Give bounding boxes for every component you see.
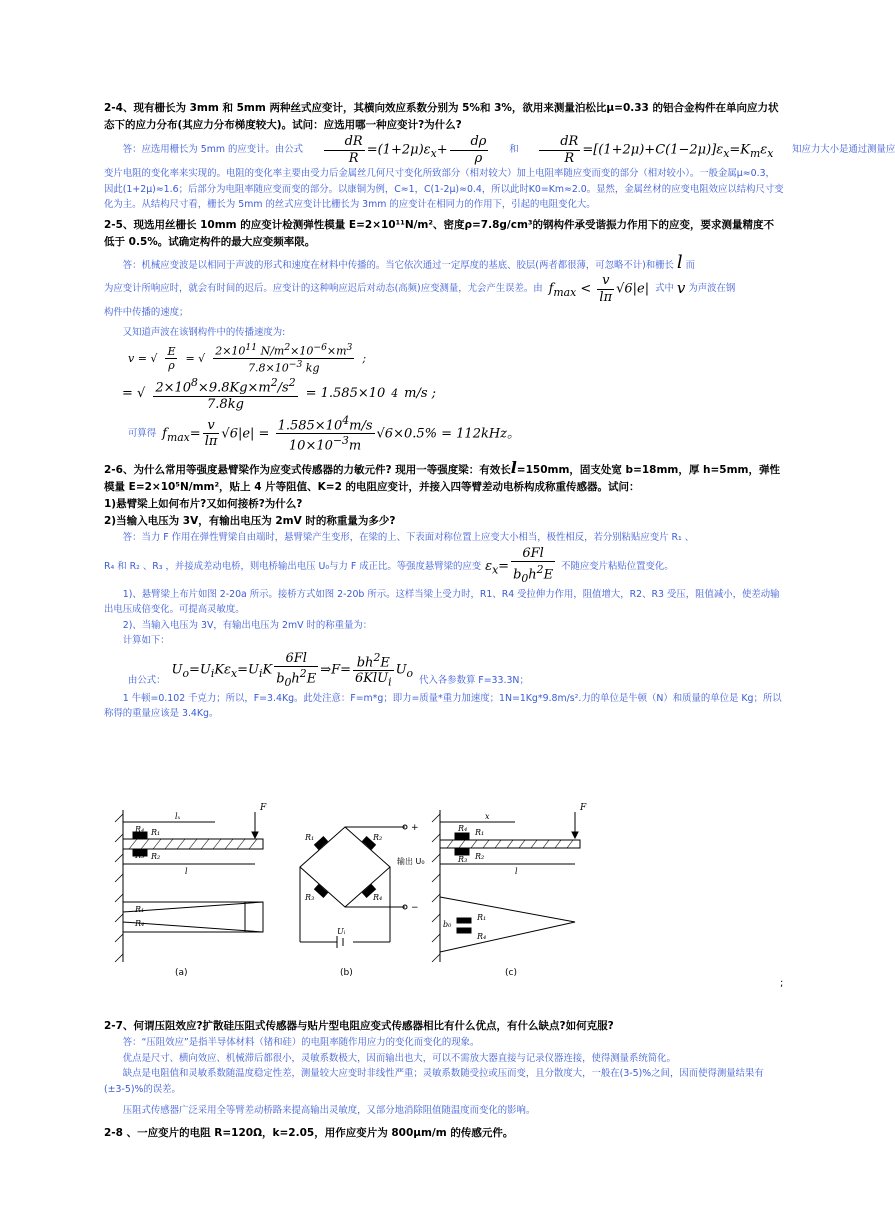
fig-a-r4-label: R₄: [135, 825, 145, 834]
figure-c-beam: [432, 810, 580, 962]
fig-c-r4-plan-label: R₄: [477, 932, 487, 941]
fig-b-input-label: Uᵢ: [337, 927, 346, 936]
fig-c-r1-label: R₁: [475, 828, 485, 837]
q25-ans4: 又知道声波在该钢构件中的传播速度为:: [122, 326, 286, 338]
q27-ans1: 答：“压阻效应”是指半导体材料（锗和硅）的电阻率随作用应力的变化而变化的现象。: [122, 1037, 480, 1048]
figure-trailing-semicolon: ;: [780, 978, 784, 989]
q25-ans2-end: 式中: [655, 283, 674, 295]
fig-a-r1-plan-label: R₁: [135, 905, 145, 914]
fig-label-b: (b): [340, 968, 353, 978]
q24-answer-line1: [104, 134, 895, 166]
q24-title: 2-4、现有栅长为 3mm 和 5mm 两种丝式应变计，其横向效应系数分别为 5%和 3%，欲用来测量泊松比μ=0.33 的铝合金构件在单向应力状态下的应力分布(其应力分布梯度较大)。试问：应选用哪一种应变计?为什么?: [104, 102, 779, 131]
fig-a-l-label: l: [185, 867, 188, 876]
figure-b-bridge: [300, 825, 407, 948]
fig-label-a: (a): [175, 968, 188, 978]
q26-ans3: 1)、悬臂梁上布片如图 2-20a 所示。接桥方式如图 2-20b 所示。这样当梁上受力时，R1、R4 受拉伸力作用，阻值增大，R2、R3 受压，阻值减小，使差动输出电压成倍变化。可提高灵敏度。: [104, 588, 780, 616]
fig-c-x-label: x: [485, 812, 490, 821]
q25-ans3: 构件中传播的速度；: [104, 307, 189, 318]
fig-b-r1-label: R₁: [305, 833, 315, 842]
q26-title-b: =150mm，固支处宽 b=18mm，厚 h=5mm，弹性模量 E=2×10⁵N/mm²，贴上 4 片等阻值、K=2 的电阻应变计，并接入四等臂差动电桥构成称重传感器。试问：: [104, 464, 780, 494]
q25-formula-result: $f_{max}=$ $\frac{v}{l\pi}$ √6|e| = $\frac{1.585\times 10^4m/s}{10\times 10^{-3}m}$ √6×0.5% = 112kHz。: [162, 413, 521, 454]
fig-a-r1-label: R₁: [151, 828, 161, 837]
q26-sub1: 1)悬臂梁上如何布片?又如何接桥?为什么?: [104, 498, 303, 511]
fig-b-r2-label: R₂: [373, 833, 383, 842]
q27-ans2: 优点是尺寸、横向效应、机械滞后都很小，灵敏系数极大，因而输出也大，可以不需放大器直接与记录仪器连接，使得测量系统简化。: [122, 1052, 676, 1064]
q25-formula-fmax: $f_{max}$ < $\frac{v}{l\pi}$ √6|e|: [548, 273, 650, 305]
q24-formula-1: $\frac{dR}{R}$ $=(1+2\mu)\varepsilon_x+$ $\frac{d\rho}{\rho}$: [303, 134, 490, 166]
q25-ans2: 为应变计所响应时，就会有时间的迟后。应变计的这种响应迟后对动态(高频)应变测量，尤会产生误差。由: [104, 283, 543, 295]
figure-2-20: [115, 802, 765, 982]
q25-ans1-end: 而: [685, 259, 695, 271]
q24-ans1: 答：应选用栅长为 5mm 的应变计。由公式: [122, 144, 303, 156]
fig-b-output-label: 输出 U₀: [397, 857, 425, 866]
q24-ans-mid1: 和: [509, 144, 519, 156]
q24-ans2: 变片电阻的变化率来实现的。电阻的变化率主要由受力后金属丝几何尺寸变化所致部分（相对较大）加上电阻率随应变而变的部分（相对较小）。一般金属μ≈0.3，因此(1+2μ)≈1.6；后部分为电阻率随应变而变的部分。以康铜为例，C≈1，C(1-2μ)≈0.4，所以此时K0=Km≈2.0。显然，金属丝材的应变电阻效应以结构尺寸变化为主。从结构尺寸看，栅长为 5mm 的丝式应变计比栅长为 3mm 的应变计在相同力的作用下，引起的电阻变化大。: [104, 168, 784, 210]
q25-answer-line2: [104, 273, 784, 305]
fig-c-b0-label: b₀: [443, 920, 452, 929]
fig-b-r4-label: R₄: [373, 893, 383, 902]
q26-ans2: R₄ 和 R₂ 、R₃ ，并接成差动电桥，则电桥输出电压 U₀与力 F 成正比。等强度悬臂梁的应变: [104, 560, 482, 572]
q25-title: 2-5、现选用丝栅长 10mm 的应变计检测弹性模量 E=2×10¹¹N/m²、密度ρ=7.8g/cm³的钢构件承受谐振力作用下的应变，要求测量精度不低于 0.5%。试确定构件的最大应变频率限。: [104, 218, 775, 248]
document-page-lower: [104, 1018, 784, 1142]
q26-ans6: 由公式：: [128, 675, 166, 687]
fig-c-force-label: F: [580, 803, 587, 813]
fig-c-r2-label: R₂: [475, 852, 485, 861]
fig-c-r3-label: R₃: [458, 855, 468, 864]
fig-c-r4-label: R₄: [458, 824, 468, 833]
q26-formula-line: [128, 651, 784, 689]
q24-formula-2: $\frac{dR}{R}$ $=[(1+2\mu)+C(1-2\mu)]\varepsilon_x=K_m\varepsilon_x$: [519, 134, 774, 166]
q27-ans3: 缺点是电阻值和灵敏系数随温度稳定性差，测量较大应变时非线性严重；灵敏系数随受拉或压而变，且分散度大，一般在(3-5)%之间，因而使得测量结果有(±3-5)%的误差。: [104, 1068, 764, 1095]
q27-title: 2-7、何谓压阻效应?扩散硅压阻式传感器与贴片型电阻应变式传感器相比有什么优点，有什么缺点?如何克服?: [104, 1020, 614, 1032]
fig-a-lx-label: lₓ: [175, 812, 181, 821]
fig-b-plus-label: +: [411, 823, 419, 833]
q28-title: 2-8 、一应变片的电阻 R=120Ω，k=2.05，用作应变片为 800μm/m 的传感元件。: [104, 1126, 514, 1139]
q26-ans6-end: 代入各参数算 F=33.3N；: [419, 675, 529, 687]
fig-b-r3-label: R₃: [305, 893, 315, 902]
q26-ans1: 答：当力 F 作用在弹性臂梁自由端时，悬臂梁产生变形，在梁的上、下表面对称位置上应变大小相当，极性相反，若分别粘贴应变片 R₁ 、: [122, 532, 695, 544]
q25-ans2-end2: 为声波在钢: [688, 283, 736, 295]
q25-symbol-v: v: [676, 279, 686, 298]
document-page: [104, 100, 895, 722]
q25-formula-v1: v = √ $\frac{E}{\rho}$ = √ $\frac{2\times 10^{11} N/m^2\times 10^{-6}\times m^3}{7.8\times 10^{-3} kg}$ ;: [128, 342, 367, 375]
fig-a-r4-plan-label: R₄: [135, 919, 145, 928]
q26-formula-u0: $U_o=U_iK\varepsilon_x=U_iK$ $\frac{6Fl}{b_0h^2E}$ ⇒F= $\frac{bh^2E}{6KlU_i}$ $U_o$: [171, 650, 414, 689]
q27-ans4: 压阻式传感器广泛采用全等臂差动桥路来提高输出灵敏度，又部分地消除阻值随温度而变化的影响。: [122, 1105, 536, 1116]
q26-title: [104, 459, 784, 496]
q26-answer-line2: [104, 546, 784, 587]
fig-b-minus-label: −: [411, 903, 419, 913]
fig-a-r2-label: R₂: [151, 852, 161, 861]
q25-ans1: 答：机械应变波是以相同于声波的形式和速度在材料中传播的。当它依次通过一定厚度的基底、胶层(两者都很薄，可忽略不计)和栅长: [122, 259, 674, 271]
q26-title-a: 2-6、为什么常用等强度悬臂梁作为应变式传感器的力敏元件? 现用一等强度梁：有效长: [104, 464, 511, 477]
fig-a-force-label: F: [260, 803, 267, 813]
fig-c-l-label: l: [515, 867, 518, 876]
fig-c-r1-plan-label: R₁: [477, 913, 487, 922]
q26-ans4: 2)、当输入电压为 3V，有输出电压为 2mV 时的称重量为：: [122, 619, 373, 631]
q25-result-line: [128, 414, 784, 454]
q25-formula-v2: = √ $\frac{2\times 10^8\times 9.8Kg\times m^2/s^2}{7.8kg}$ = 1.585×10 4 m/s ;: [122, 376, 437, 412]
q26-ans5: 计算如下：: [122, 635, 170, 647]
q24-ans-mid2: 知应力大小是通过测量应: [792, 144, 895, 156]
fig-a-r3-label: R₃: [135, 851, 145, 860]
q26-symbol-l: l: [510, 458, 517, 478]
fig-label-c: (c): [505, 968, 517, 978]
q26-ans2-end: 不随应变片粘贴位置变化。: [561, 560, 674, 572]
q26-formula-strain: $\varepsilon_x=$ $\frac{6Fl}{b_0h^2E}$: [485, 545, 554, 586]
q26-sub2: 2)当输入电压为 3V，有输出电压为 2mV 时的称重量为多少?: [104, 515, 396, 528]
q25-calc-result: 可算得: [128, 427, 157, 439]
q25-symbol-l: l: [676, 251, 683, 273]
q25-answer-line1: [104, 251, 784, 274]
q26-ans7: 1 牛顿=0.102 千克力；所以，F=3.4Kg。此处注意：F=m*g；即力=质量*重力加速度；1N=1Kg*9.8m/s².力的单位是牛顿（N）和质量的单位是 Kg；所以称得的重量应该是 3.4Kg。: [104, 692, 782, 720]
